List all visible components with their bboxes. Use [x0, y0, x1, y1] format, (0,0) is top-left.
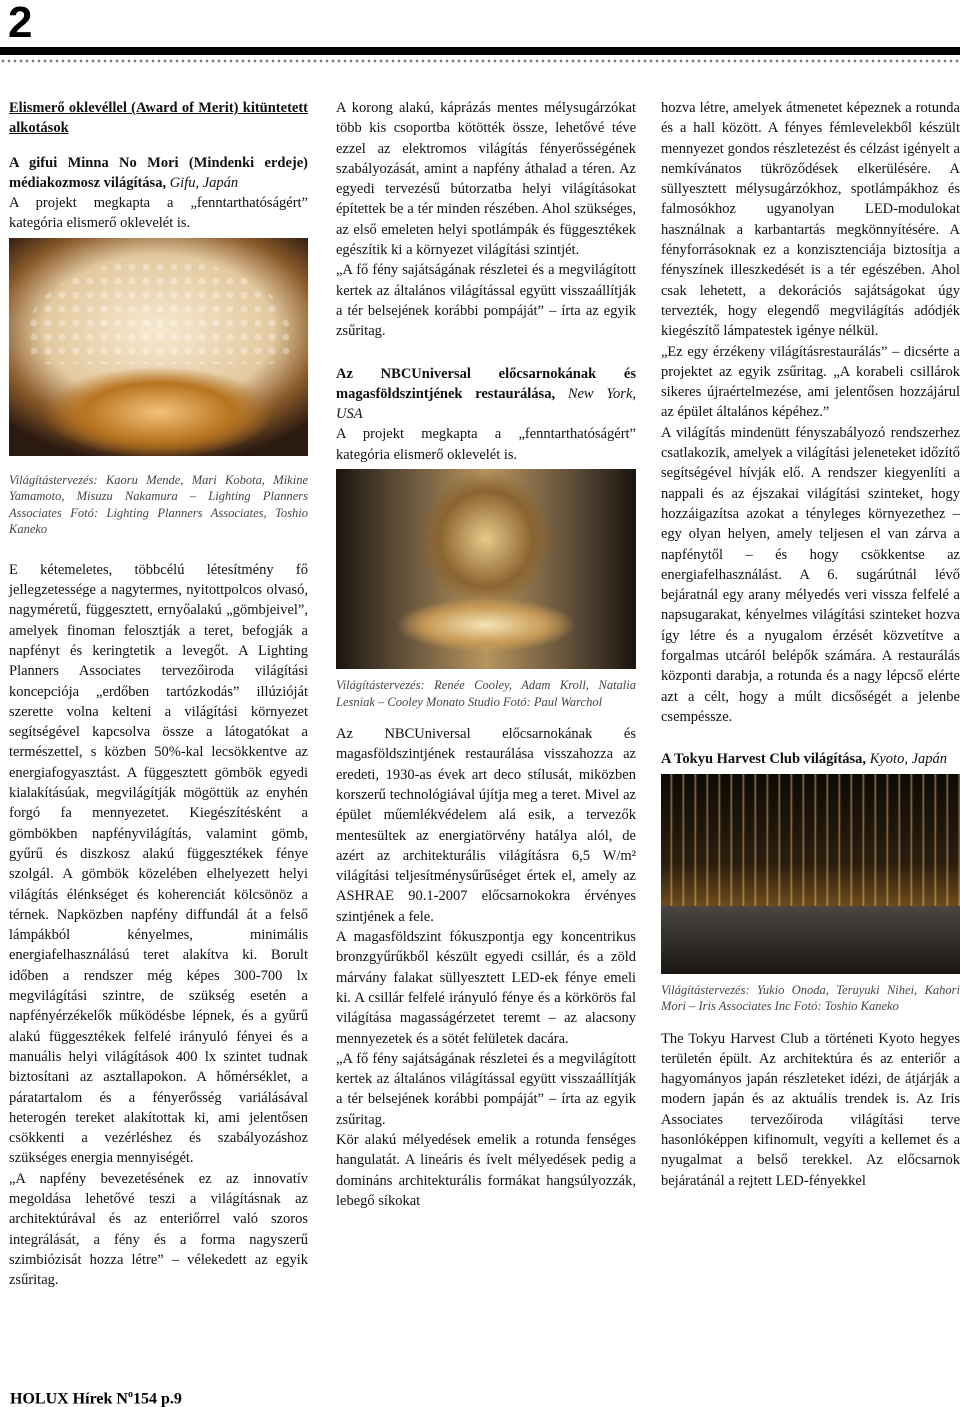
project-heading-nbc	[336, 364, 636, 425]
photo-caption: Világítástervezés: Renée Cooley, Adam Kroll, Natalia Lesniak – Cooley Monato Studio Fotó: Paul Warchol	[336, 678, 636, 709]
nbc-lobby-photo	[336, 469, 636, 669]
footer-issue: 154 p.9	[132, 1390, 182, 1407]
dome-library-photo	[9, 238, 308, 456]
body-text: The Tokyu Harvest Club a történeti Kyoto hegyes területén épült. Az architektúra és az enteriőr a hagyományos japán részleteket idézi, de átjárják a modern japán és az aktuális trendek is. Az Iris Associates tervezőiroda világítási terve hasonlóképpen kifinomult, vegyíti a kellemet és a nyugalmat a belső terekkel. Az előcsarnok bejáratánál a rejtett LED-fényekkel	[661, 1030, 960, 1189]
project-heading-gifu	[9, 153, 308, 194]
project-location: Kyoto, Japán	[869, 751, 948, 768]
body-text: hozva létre, amelyek átmenetet képeznek a rotunda és a hall között. A fényes fémlevelekből készült mennyezet gondos részletezést és célzást igényelt a nemkívánatos tükröződések elkerülésére. A süllyesztett mélysugárzókhoz, spotlámpákhoz és falmosókhoz ugyanolyan LED-modulokat használnak a karbantartás megkönnyítésére. A fényforrásoknak ez a konzisztenciája biztosítja a fényszínek illeszkedését is a tér egészében. Ahol csak lehetett, a dekorációs sajátságokat úgy tervezték, hogy elegendő megvilágítás adódjék kiegészítő lámpatestek igénye nélkül.	[661, 100, 960, 340]
footer-superscript: o	[127, 1389, 133, 1400]
jury-quote: „A fő fény sajátságának részletei és a megvilágított kertek az általános világítással együtt visszaállítják a tér belsejének korábbi pompáját” – írta az egyik zsűritag.	[336, 1050, 636, 1128]
project-title: A Tokyu Harvest Club világítása,	[661, 751, 867, 768]
jury-quote: „A fő fény sajátságának részletei és a megvilágított kertek az általános világítással együtt visszaállítják a tér belsejének korábbi pompáját” – írta az egyik zsűritag.	[336, 262, 636, 340]
column-3	[661, 98, 960, 1191]
photo-caption: Világítástervezés: Yukio Onoda, Teruyuki Nihei, Kahori Mori – Iris Associates Inc Fotó: Toshio Kaneko	[661, 982, 960, 1013]
jury-quote: „A napfény bevezetésének ez az innovatív megoldása lehetővé teszi a világításnak az architektúrával és az enteriőrrel való szoros integrálását, a fény és a forma nagyszerű szimbiózisát hozza létre” – vélekedett az egyik zsűritag.	[9, 1170, 308, 1289]
project-heading-tokyu	[661, 749, 960, 769]
body-text: Az NBCUniversal előcsarnokának és magasföldszintjének restaurálása visszahozza az eredeti, 1930-as évek art deco stílusát, miközben korszerű technológiával újítja meg a teret. Mivel az épület műemlékvédelem alá esik, a tervezők mentesültek az energiatörvény hatálya alól, de azért az architekturális világításra 6,5 W/m² világítási teljesítménysűrűséget értek el, amely az ASHRAE 90.1-2007 előcsarnokokra érvényes szintjének a fele.	[336, 726, 636, 925]
body-text: A magasföldszint fókuszpontja egy koncentrikus bronzgyűrűkből készült egyedi csillár, és a zöld márvány falakat süllyesztett LED-ek fénye emeli ki. A csillár felfelé irányuló fénye és a körkörös fal világítása magasságérzetet teremt – az alacsony mennyezetek és a sötét felületek dacára.	[336, 929, 636, 1047]
project-title: A gifui Minna No Mori (Mindenki erdeje) médiakozmosz világítása,	[9, 154, 308, 191]
project-location: New York, USA	[336, 385, 637, 423]
body-text: E kétemeletes, többcélú létesítmény fő jellegzetessége a nagytermes, nyitottpolcos olvasó, nagyméretű, függesztett, ernyőalakú „gömbjeivel”, amelyek finoman felosztják a teret, befogják a napfényt és keringtetik a levegőt. A Lighting Planners Associates tervezőiroda világítási koncepciója „erdőben tartózkodás” illúzióját szerette volna kelteni a világítási környezet segítségével kapcsolva össze a látogatókat a természettel, s közben 50%-kal lecsökkentve az energiafogyasztást. A függesztett gömbök egyedi kialakításúak, megvilágítják mögöttük az enyhén forgó fa mennyezetet. Kiegészítésként a gömbökben napfényvilágítás, valamint gömb, gyűrű és diszkosz alakú függesztékek fénye szolgál. A gömbök közelében elhelyezett helyi világítás élénkséget és koherenciát kölcsönöz a térnek. Napközben napfény diffundál át a felső lámpákból kényelmes, minimális energiafelhasználású teret alakítva ki. Borult időben a rendszer még képes 300-700 lx megvilágítási szintre, de szükség esetén a napfényérzékelők működésbe lépnek, és a gyűrű alakú függesztékek felfelé irányuló fényei és a manuális helyi világítások 400 lx szintet tudnak biztosítani az asztallapokon. A hőmérséklet, a páratartalom és a fényerősség variálásával heterogén tereket alakítottak ki, ami jelentősen csökkenti a vezérléshez és szabályozáshoz szükséges energia mennyiségét.	[9, 561, 308, 1167]
tokyu-garden-photo	[661, 774, 960, 974]
body-text: A világítás mindenütt fényszabályozó rendszerhez csatlakozik, amelyek a világítási jeleneteket időzítő segítségével hívják elő. A rendszer kiegyenlíti a nappali és az éjszakai világítási szinteket, hogy hozzáigazítsa azokat a tényleges környezethez – egy olyan helyen, amely teljesen el van zárva a napfénytől – és hogy csökkentse az energiafelhasználást. A 6. sugárútnál lévő bejáratnál egy arany mélyedés veri vissza felfelé a napsugarakat, kényelmes világítási szinteket hozva így létre és a nyugalom érzését közvetítve a forgalmas utcáról belépők számára. A restaurálás központi darabja, a rotunda és a nagy lépcső elérte azt a célt, hogy a múlt dicsőségét a jelenbe csempéssze.	[661, 424, 960, 725]
header-rule	[0, 47, 960, 55]
page-footer	[10, 1385, 182, 1407]
project-location: Gifu, Japán	[169, 174, 239, 191]
body-text: Kör alakú mélyedések emelik a rotunda fenséges hangulatát. A lineáris és ívelt mélyedések pedig a domináns architekturális formákat hangsúlyozzák, lebegő síkokat	[336, 1131, 636, 1209]
photo-caption: Világítástervezés: Kaoru Mende, Mari Kobota, Mikine Yamamoto, Misuzu Nakamura – Lighting Planners Associates Fotó: Lighting Planners Associates, Toshio Kaneko	[9, 472, 308, 537]
header-dotted-rule	[0, 59, 960, 63]
project-award-note: A projekt megkapta a „fenntarthatóságért” kategória elismerő oklevelét is.	[9, 195, 308, 232]
award-heading: Elismerő oklevéllel (Award of Merit) kitüntetett alkotások	[9, 100, 308, 137]
project-award-note: A projekt megkapta a „fenntarthatóságért” kategória elismerő oklevelét is.	[336, 426, 636, 463]
column-2	[336, 98, 636, 1211]
jury-quote: „Ez egy érzékeny világításrestaurálás” – dicsérte a projektet az egyik zsűritag. „A korabeli csillárok sikeres újraértelmezése, ami jelentősen hozzájárul az épület általános képéhez.”	[661, 343, 960, 421]
page-number: 2	[8, 0, 33, 47]
footer-publication: HOLUX Hírek N	[10, 1390, 128, 1407]
project-title: Az NBCUniversal előcsarnokának és magasföldszintjének restaurálása,	[336, 365, 636, 402]
body-text: A korong alakú, káprázás mentes mélysugárzókat több kis csoportba kötötték össze, lehetővé téve ezzel az elektromos világítás fényerősségének szabályozását, amint a napfény áthalad a téren. Az egyedi tervezésű bútorzatba helyi világításokat építettek be a tér minden részében. Ahol szükséges, az első emeleten helyi spotlámpák és függesztékek egészítik ki a környezet világítási szintjét.	[336, 100, 636, 259]
column-1	[9, 98, 308, 1290]
